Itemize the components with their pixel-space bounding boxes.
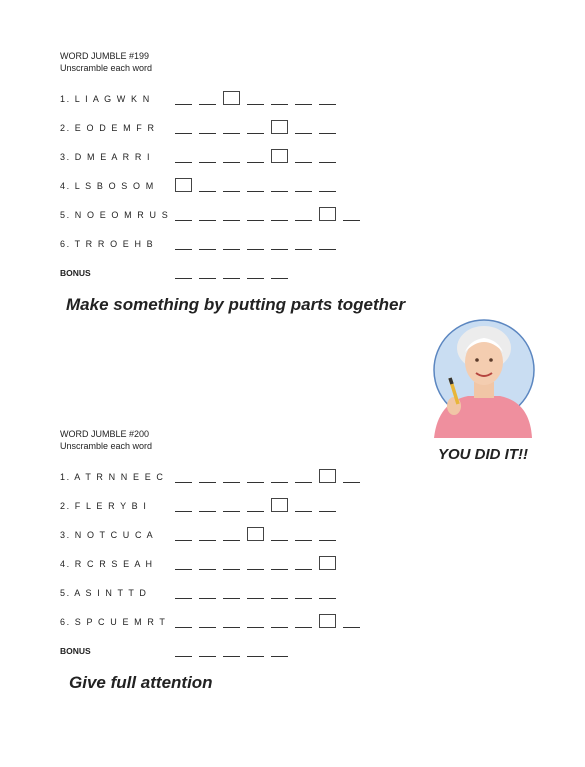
letter-blank[interactable] bbox=[199, 540, 216, 541]
bonus-row bbox=[60, 264, 380, 282]
letter-blank[interactable] bbox=[175, 104, 192, 105]
letter-blank[interactable] bbox=[175, 162, 192, 163]
letter-blank[interactable] bbox=[247, 249, 264, 250]
letter-blank[interactable] bbox=[247, 511, 264, 512]
jumble-row bbox=[60, 497, 380, 515]
letter-blank[interactable] bbox=[295, 191, 312, 192]
circled-letter-box[interactable] bbox=[271, 498, 288, 512]
letter-blank[interactable] bbox=[175, 569, 192, 570]
letter-blank[interactable] bbox=[295, 627, 312, 628]
jumble-row bbox=[60, 468, 380, 486]
letter-blank[interactable] bbox=[295, 598, 312, 599]
letter-blank[interactable] bbox=[343, 220, 360, 221]
circled-letter-box[interactable] bbox=[319, 614, 336, 628]
letter-blank[interactable] bbox=[319, 133, 336, 134]
letter-blank[interactable] bbox=[247, 133, 264, 134]
letter-blank[interactable] bbox=[271, 598, 288, 599]
jumble-row bbox=[60, 613, 380, 631]
scrambled-word: 6. S P C U E M R T bbox=[60, 617, 167, 627]
letter-blank[interactable] bbox=[295, 569, 312, 570]
jumble-row bbox=[60, 526, 380, 544]
letter-blank[interactable] bbox=[343, 627, 360, 628]
letter-blank[interactable] bbox=[223, 598, 240, 599]
letter-blank[interactable] bbox=[223, 482, 240, 483]
jumble-row bbox=[60, 235, 380, 253]
letter-blank[interactable] bbox=[175, 278, 192, 279]
letter-blank[interactable] bbox=[223, 278, 240, 279]
letter-blank[interactable] bbox=[223, 627, 240, 628]
circled-letter-box[interactable] bbox=[319, 207, 336, 221]
letter-blank[interactable] bbox=[175, 598, 192, 599]
letter-blank[interactable] bbox=[319, 249, 336, 250]
puzzle-clue: Make something by putting parts together bbox=[66, 295, 406, 314]
letter-blank[interactable] bbox=[175, 133, 192, 134]
letter-blank[interactable] bbox=[271, 540, 288, 541]
bonus-label: BONUS bbox=[60, 646, 91, 656]
letter-blank[interactable] bbox=[199, 191, 216, 192]
letter-blank[interactable] bbox=[271, 249, 288, 250]
bonus-row bbox=[60, 642, 380, 660]
scrambled-word: 1. A T R N N E E C bbox=[60, 472, 165, 482]
jumble-row bbox=[60, 584, 380, 602]
letter-blank[interactable] bbox=[223, 511, 240, 512]
letter-blank[interactable] bbox=[199, 104, 216, 105]
letter-blank[interactable] bbox=[199, 598, 216, 599]
letter-blank[interactable] bbox=[223, 191, 240, 192]
letter-blank[interactable] bbox=[223, 162, 240, 163]
letter-blank[interactable] bbox=[199, 220, 216, 221]
letter-blank[interactable] bbox=[199, 656, 216, 657]
letter-blank[interactable] bbox=[343, 482, 360, 483]
letter-blank[interactable] bbox=[175, 511, 192, 512]
circled-letter-box[interactable] bbox=[175, 178, 192, 192]
letter-blank[interactable] bbox=[199, 162, 216, 163]
jumble-row bbox=[60, 206, 380, 224]
letter-blank[interactable] bbox=[319, 162, 336, 163]
letter-blank[interactable] bbox=[199, 627, 216, 628]
scrambled-word: 5. A S I N T T D bbox=[60, 588, 148, 598]
circled-letter-box[interactable] bbox=[271, 149, 288, 163]
letter-blank[interactable] bbox=[295, 540, 312, 541]
grandma-with-pencil-icon bbox=[428, 318, 538, 438]
circled-letter-box[interactable] bbox=[271, 120, 288, 134]
scrambled-word: 4. R C R S E A H bbox=[60, 559, 154, 569]
celebration-text: YOU DID IT!! bbox=[438, 446, 528, 463]
bonus-label: BONUS bbox=[60, 268, 91, 278]
letter-blank[interactable] bbox=[175, 656, 192, 657]
letter-blank[interactable] bbox=[223, 569, 240, 570]
letter-blank[interactable] bbox=[247, 278, 264, 279]
letter-blank[interactable] bbox=[319, 191, 336, 192]
letter-blank[interactable] bbox=[271, 191, 288, 192]
letter-blank[interactable] bbox=[319, 104, 336, 105]
scrambled-word: 3. D M E A R R I bbox=[60, 152, 152, 162]
letter-blank[interactable] bbox=[271, 482, 288, 483]
circled-letter-box[interactable] bbox=[319, 556, 336, 570]
letter-blank[interactable] bbox=[175, 627, 192, 628]
puzzle-subtitle: Unscramble each word bbox=[60, 63, 153, 73]
letter-blank[interactable] bbox=[247, 598, 264, 599]
puzzle-title: WORD JUMBLE #200 bbox=[60, 429, 150, 439]
letter-blank[interactable] bbox=[247, 162, 264, 163]
letter-blank[interactable] bbox=[247, 191, 264, 192]
circled-letter-box[interactable] bbox=[223, 91, 240, 105]
letter-blank[interactable] bbox=[295, 162, 312, 163]
puzzle-clue: Give full attention bbox=[69, 673, 213, 692]
scrambled-word: 4. L S B O S O M bbox=[60, 181, 155, 191]
letter-blank[interactable] bbox=[175, 249, 192, 250]
letter-blank[interactable] bbox=[223, 133, 240, 134]
letter-blank[interactable] bbox=[199, 511, 216, 512]
letter-blank[interactable] bbox=[295, 249, 312, 250]
letter-blank[interactable] bbox=[175, 540, 192, 541]
scrambled-word: 2. F L E R Y B I bbox=[60, 501, 148, 511]
letter-blank[interactable] bbox=[175, 482, 192, 483]
letter-blank[interactable] bbox=[271, 656, 288, 657]
letter-blank[interactable] bbox=[199, 278, 216, 279]
scrambled-word: 5. N O E O M R U S bbox=[60, 210, 170, 220]
letter-blank[interactable] bbox=[223, 656, 240, 657]
jumble-200 bbox=[60, 428, 420, 668]
letter-blank[interactable] bbox=[247, 220, 264, 221]
letter-blank[interactable] bbox=[223, 540, 240, 541]
letter-blank[interactable] bbox=[319, 511, 336, 512]
letter-blank[interactable] bbox=[295, 220, 312, 221]
letter-blank[interactable] bbox=[175, 220, 192, 221]
puzzle-subtitle: Unscramble each word bbox=[60, 441, 153, 451]
letter-blank[interactable] bbox=[319, 540, 336, 541]
letter-blank[interactable] bbox=[295, 104, 312, 105]
jumble-row bbox=[60, 119, 380, 137]
letter-blank[interactable] bbox=[223, 249, 240, 250]
scrambled-word: 1. L I A G W K N bbox=[60, 94, 151, 104]
letter-blank[interactable] bbox=[271, 569, 288, 570]
scrambled-word: 6. T R R O E H B bbox=[60, 239, 155, 249]
letter-blank[interactable] bbox=[247, 104, 264, 105]
letter-blank[interactable] bbox=[223, 220, 240, 221]
puzzle-title: WORD JUMBLE #199 bbox=[60, 51, 150, 61]
scrambled-word: 3. N O T C U C A bbox=[60, 530, 155, 540]
letter-blank[interactable] bbox=[271, 104, 288, 105]
scrambled-word: 2. E O D E M F R bbox=[60, 123, 156, 133]
letter-blank[interactable] bbox=[199, 569, 216, 570]
letter-blank[interactable] bbox=[295, 511, 312, 512]
jumble-row bbox=[60, 148, 380, 166]
letter-blank[interactable] bbox=[271, 278, 288, 279]
letter-blank[interactable] bbox=[247, 656, 264, 657]
jumble-row bbox=[60, 177, 380, 195]
letter-blank[interactable] bbox=[271, 220, 288, 221]
circled-letter-box[interactable] bbox=[319, 469, 336, 483]
letter-blank[interactable] bbox=[295, 482, 312, 483]
letter-blank[interactable] bbox=[199, 249, 216, 250]
letter-blank[interactable] bbox=[271, 627, 288, 628]
letter-blank[interactable] bbox=[199, 133, 216, 134]
letter-blank[interactable] bbox=[295, 133, 312, 134]
jumble-row bbox=[60, 90, 380, 108]
letter-blank[interactable] bbox=[247, 482, 264, 483]
jumble-row bbox=[60, 555, 380, 573]
jumble-199 bbox=[60, 50, 420, 290]
letter-blank[interactable] bbox=[319, 598, 336, 599]
letter-blank[interactable] bbox=[199, 482, 216, 483]
letter-blank[interactable] bbox=[247, 627, 264, 628]
letter-blank[interactable] bbox=[247, 569, 264, 570]
circled-letter-box[interactable] bbox=[247, 527, 264, 541]
